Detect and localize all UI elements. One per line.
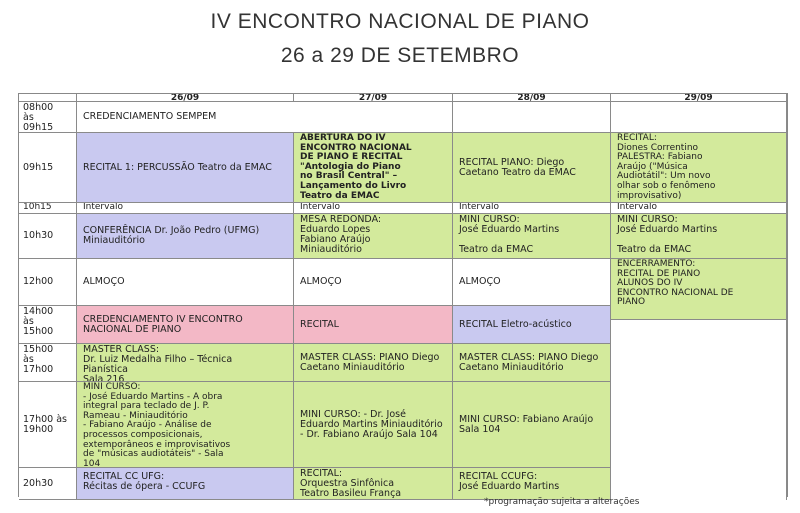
credenciamento-sempem: CREDENCIAMENTO SEMPEM (77, 102, 453, 133)
page-title: IV ENCONTRO NACIONAL DE PIANO (210, 10, 590, 33)
header-day-27: 27/09 (294, 94, 453, 102)
master-class-26: MASTER CLASS: Dr. Luiz Medalha Filho – Técnica Pianística Sala 216 (77, 344, 294, 382)
recital-palestra-29: RECITAL: Diones Correntino PALESTRA: Fabiano Araújo ("Música Audiotátil": Um novo olhar sob o fenômeno improvisativo) (611, 133, 787, 203)
time-slot: 20h30 (19, 468, 77, 500)
recital-ccufg: RECITAL CCUFG: José Eduardo Martins (453, 468, 611, 500)
mesa-redonda: MESA REDONDA: Eduardo Lopes Fabiano Araújo Miniauditório (294, 214, 453, 259)
time-slot: 08h00 às 09h15 (19, 102, 77, 133)
credenciamento-iv: CREDENCIAMENTO IV ENCONTRO NACIONAL DE PIANO (77, 306, 294, 344)
intervalo: Intervalo (611, 203, 787, 214)
mini-curso-28-tarde: MINI CURSO: Fabiano Araújo Sala 104 (453, 382, 611, 468)
recital-orquestra: RECITAL: Orquestra Sinfônica Teatro Basileu França (294, 468, 453, 500)
empty-cell (611, 320, 787, 500)
mini-curso-27: MINI CURSO: - Dr. José Eduardo Martins Miniauditório - Dr. Fabiano Araújo Sala 104 (294, 382, 453, 468)
schedule-table (18, 93, 788, 497)
abertura-recital: ABERTURA DO IV ENCONTRO NACIONAL DE PIANO E RECITAL "Antologia do Piano no Brasil Central" – Lançamento do Livro Teatro da EMAC (294, 133, 453, 203)
header-day-29: 29/09 (611, 94, 787, 102)
time-slot: 14h00 às 15h00 (19, 306, 77, 344)
empty-cell (453, 102, 611, 133)
header-day-28: 28/09 (453, 94, 611, 102)
intervalo: Intervalo (77, 203, 294, 214)
recital-percussao: RECITAL 1: PERCUSSÃO Teatro da EMAC (77, 133, 294, 203)
almoco: ALMOÇO (294, 259, 453, 306)
recital-cc-ufg: RECITAL CC UFG: Récitas de ópera - CCUFG (77, 468, 294, 500)
empty-cell (611, 102, 787, 133)
header-day-26: 26/09 (77, 94, 294, 102)
mini-curso-29: MINI CURSO: José Eduardo Martins Teatro da EMAC (611, 214, 787, 259)
mini-curso-26: MINI CURSO: - José Eduardo Martins - A obra integral para teclado de J. P. Rameau - Miniauditório - Fabiano Araújo - Análise de processos composicionais, extemporâneos e improvisativos de "músicas audiotáteis" - Sala 104 (77, 382, 294, 468)
time-slot: 12h00 (19, 259, 77, 306)
intervalo: Intervalo (453, 203, 611, 214)
recital-27: RECITAL (294, 306, 453, 344)
almoco: ALMOÇO (77, 259, 294, 306)
header-corner (19, 94, 77, 102)
conferencia: CONFERÊNCIA Dr. João Pedro (UFMG) Miniauditório (77, 214, 294, 259)
footnote: *programação sujeita a alterações (484, 497, 640, 507)
intervalo: Intervalo (294, 203, 453, 214)
time-slot: 10h15 (19, 203, 77, 214)
recital-eletro-acustico: RECITAL Eletro-acústico (453, 306, 611, 344)
encerramento: ENCERRAMENTO: RECITAL DE PIANO ALUNOS DO IV ENCONTRO NACIONAL DE PIANO (611, 259, 787, 320)
master-class-28: MASTER CLASS: PIANO Diego Caetano Miniauditório (453, 344, 611, 382)
page-subtitle: 26 a 29 DE SETEMBRO (280, 44, 520, 67)
master-class-27: MASTER CLASS: PIANO Diego Caetano Miniauditório (294, 344, 453, 382)
time-slot: 10h30 (19, 214, 77, 259)
time-slot: 15h00 às 17h00 (19, 344, 77, 382)
mini-curso-28: MINI CURSO: José Eduardo Martins Teatro da EMAC (453, 214, 611, 259)
time-slot: 17h00 às 19h00 (19, 382, 77, 468)
almoco: ALMOÇO (453, 259, 611, 306)
time-slot: 09h15 (19, 133, 77, 203)
recital-piano-28: RECITAL PIANO: Diego Caetano Teatro da EMAC (453, 133, 611, 203)
